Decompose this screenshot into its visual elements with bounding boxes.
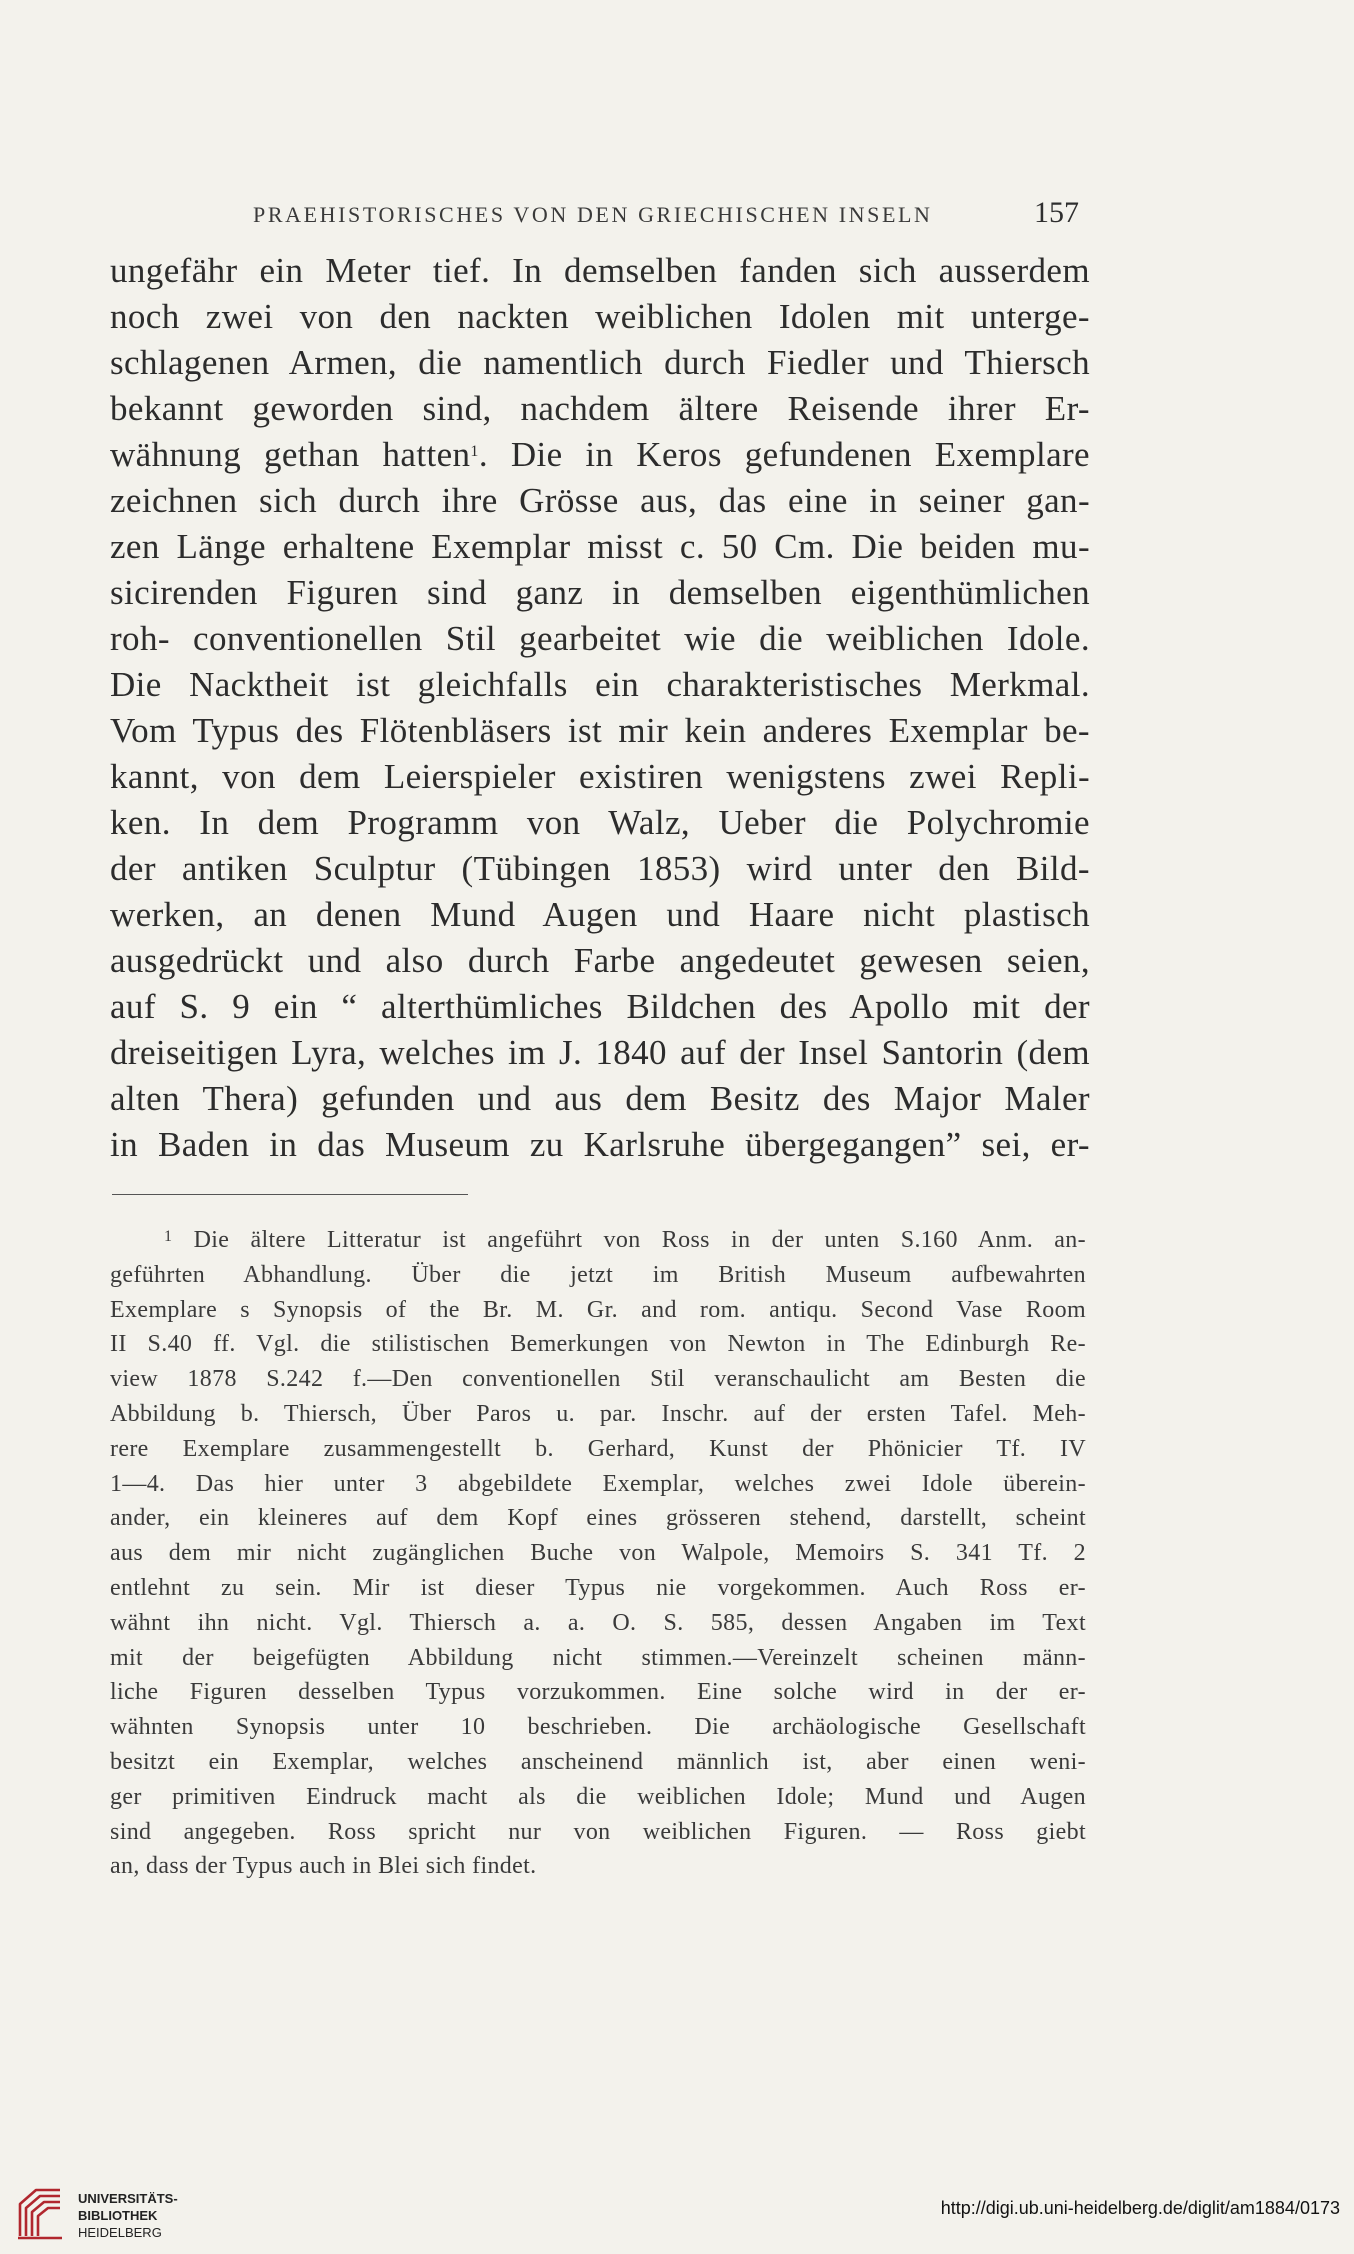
footnote-line: 1—4. Das hier unter 3 abgebildete Exemplar, welches zwei Idole überein- xyxy=(110,1470,1086,1497)
footnote-line: sind angegeben. Ross spricht nur von weiblichen Figuren. — Ross giebt xyxy=(110,1818,1086,1845)
main-text-block xyxy=(110,248,1090,1168)
body-line: alten Thera) gefunden und aus dem Besitz des Major Maler xyxy=(110,1079,1090,1118)
body-line: werken, an denen Mund Augen und Haare nicht plastisch xyxy=(110,895,1090,934)
footnote-reference: 1 xyxy=(470,443,479,460)
body-line: roh- conventionellen Stil gearbeitet wie die weiblichen Idole. xyxy=(110,619,1090,658)
library-name-line: UNIVERSITÄTS- xyxy=(78,2191,178,2206)
footnote-line xyxy=(110,1223,1086,1258)
footnote-text: Die ältere Litteratur ist angeführt von Ross in der unten S.160 Anm. an- xyxy=(193,1227,1086,1253)
body-line: ungefähr ein Meter tief. In demselben fanden sich ausserdem xyxy=(110,251,1090,290)
running-head xyxy=(110,198,1085,234)
footnote-line: entlehnt zu sein. Mir ist dieser Typus nie vorgekommen. Auch Ross er- xyxy=(110,1574,1086,1601)
footnote-line: Exemplare s Synopsis of the Br. M. Gr. and rom. antiqu. Second Vase Room xyxy=(110,1296,1086,1323)
body-line: kannt, von dem Leierspieler existiren wenigstens zwei Repli- xyxy=(110,757,1090,796)
ub-heidelberg-logo-icon xyxy=(14,2182,66,2242)
footnote-line: aus dem mir nicht zugänglichen Buche von Walpole, Memoirs S. 341 Tf. 2 xyxy=(110,1540,1086,1567)
body-line: Vom Typus des Flötenbläsers ist mir kein anderes Exemplar be- xyxy=(110,711,1090,750)
body-line-text: wähnung gethan hatten xyxy=(110,435,471,474)
library-name-line: HEIDELBERG xyxy=(78,2225,162,2240)
body-line: der antiken Sculptur (Tübingen 1853) wird unter den Bild- xyxy=(110,849,1090,888)
footnote-line: Abbildung b. Thiersch, Über Paros u. par. Inschr. auf der ersten Tafel. Meh- xyxy=(110,1400,1086,1427)
source-url-link[interactable]: http://digi.ub.uni-heidelberg.de/diglit/am1884/0173 xyxy=(940,2198,1340,2218)
body-line: ken. In dem Programm von Walz, Ueber die Polychromie xyxy=(110,803,1090,842)
running-title: PRAEHISTORISCHES VON DEN GRIECHISCHEN INSELN xyxy=(253,202,933,227)
body-line: bekannt geworden sind, nachdem ältere Reisende ihrer Er- xyxy=(110,389,1090,428)
body-line: schlagenen Armen, die namentlich durch Fiedler und Thiersch xyxy=(110,343,1090,382)
footnote-line: ander, ein kleineres auf dem Kopf eines grösseren stehend, darstellt, scheint xyxy=(110,1505,1086,1532)
library-name-line: BIBLIOTHEK xyxy=(78,2208,158,2223)
footnote-line: rere Exemplare zusammengestellt b. Gerhard, Kunst der Phönicier Tf. IV xyxy=(110,1435,1086,1462)
body-line: sicirenden Figuren sind ganz in demselben eigenthümlichen xyxy=(110,573,1090,612)
footnote-line: mit der beigefügten Abbildung nicht stimmen.—Vereinzelt scheinen männ- xyxy=(110,1644,1086,1671)
page-number: 157 xyxy=(1034,196,1079,229)
footnote-line: an, dass der Typus auch in Blei sich findet. xyxy=(110,1853,537,1880)
footnote-divider xyxy=(112,1194,468,1195)
footnote-marker: 1 xyxy=(164,1228,173,1245)
body-line: Die Nacktheit ist gleichfalls ein charakteristisches Merkmal. xyxy=(110,665,1090,704)
body-line: dreiseitigen Lyra, welches im J. 1840 auf der Insel Santorin (dem xyxy=(110,1033,1090,1072)
body-line: zen Länge erhaltene Exemplar misst c. 50 Cm. Die beiden mu- xyxy=(110,527,1090,566)
page-footer xyxy=(0,2170,1354,2254)
library-name xyxy=(78,2190,178,2241)
body-line: auf S. 9 ein “ alterthümliches Bildchen des Apollo mit der xyxy=(110,987,1090,1026)
footnote-line: besitzt ein Exemplar, welches anscheinend männlich ist, aber einen weni- xyxy=(110,1748,1086,1775)
body-line: in Baden in das Museum zu Karlsruhe übergegangen” sei, er- xyxy=(110,1125,1090,1164)
footnote-line: geführten Abhandlung. Über die jetzt im British Museum aufbewahrten xyxy=(110,1261,1086,1288)
footnote-line: wähnten Synopsis unter 10 beschrieben. Die archäologische Gesellschaft xyxy=(110,1714,1086,1741)
body-line: noch zwei von den nackten weiblichen Idolen mit unterge- xyxy=(110,297,1090,336)
body-line-text: . Die in Keros gefundenen Exemplare xyxy=(478,435,1090,474)
body-line: ausgedrückt und also durch Farbe angedeutet gewesen seien, xyxy=(110,941,1090,980)
footnote-line: ger primitiven Eindruck macht als die weiblichen Idole; Mund und Augen xyxy=(110,1783,1086,1810)
footnote-block xyxy=(110,1223,1086,1884)
footnote-line: wähnt ihn nicht. Vgl. Thiersch a. a. O. S. 585, dessen Angaben im Text xyxy=(110,1609,1086,1636)
footnote-line: liche Figuren desselben Typus vorzukommen. Eine solche wird in der er- xyxy=(110,1679,1086,1706)
footnote-line: view 1878 S.242 f.—Den conventionellen Stil veranschaulicht am Besten die xyxy=(110,1366,1086,1393)
footnote-line: II S.40 ff. Vgl. die stilistischen Bemerkungen von Newton in The Edinburgh Re- xyxy=(110,1331,1086,1358)
body-line: zeichnen sich durch ihre Grösse aus, das eine in seiner gan- xyxy=(110,481,1090,520)
body-line-with-footnote-ref xyxy=(110,432,1090,478)
